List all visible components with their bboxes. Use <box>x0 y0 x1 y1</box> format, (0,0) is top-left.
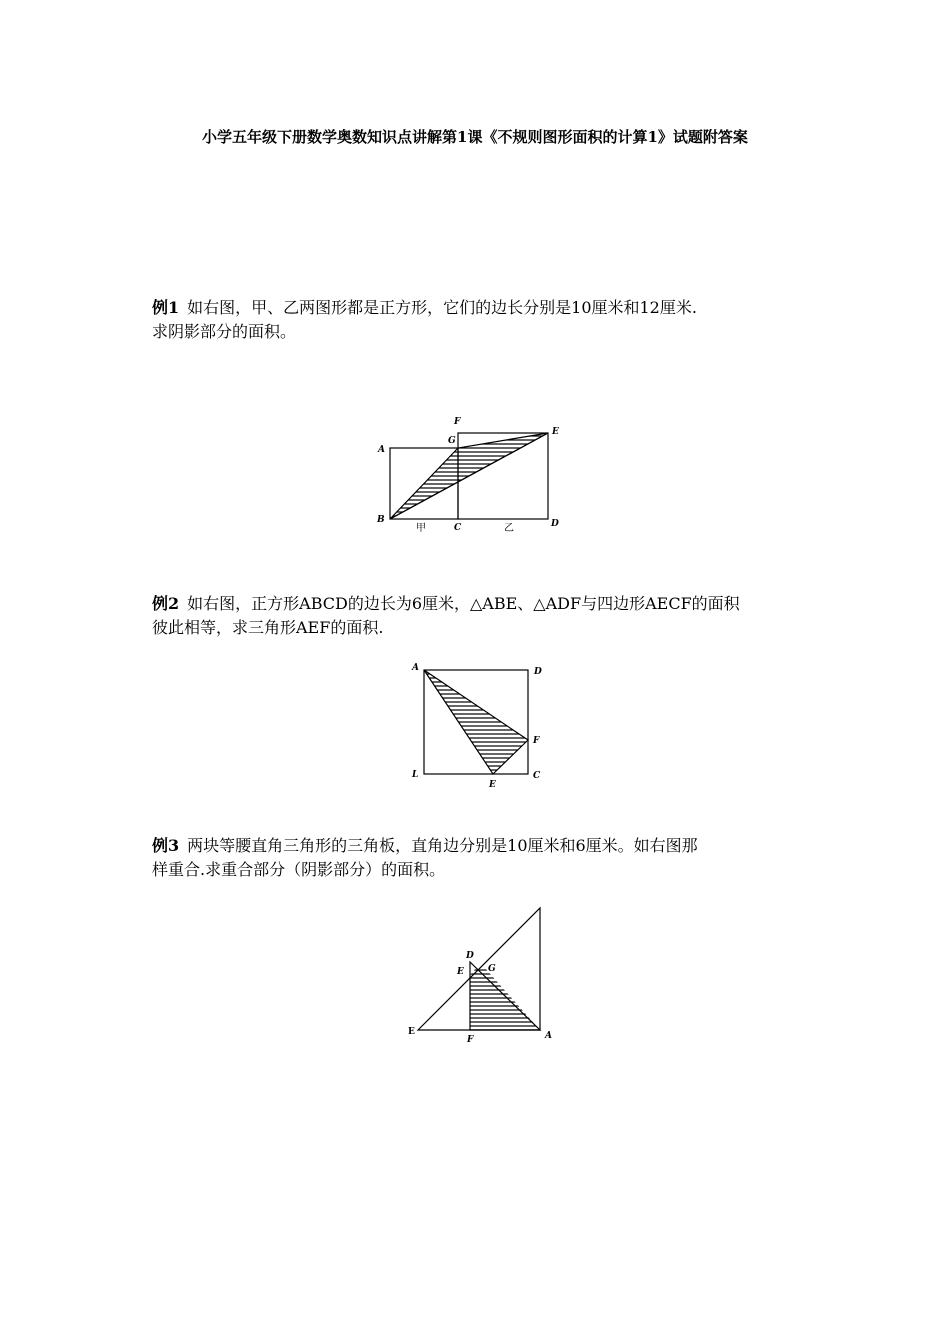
problem-3-line2: 样重合.求重合部分（阴影部分）的面积。 <box>152 860 446 879</box>
problem-3-figure <box>400 900 560 1050</box>
label-d: D <box>466 951 474 961</box>
problem-2-line1: 如右图，正方形ABCD的边长为6厘米，△ABE、△ADF与四边形AECF的面积 <box>187 594 740 613</box>
problem-3-label: 例3 <box>152 836 180 855</box>
label-g: G <box>448 436 456 446</box>
problem-2-text <box>152 592 812 640</box>
problem-3-line1: 两块等腰直角三角形的三角板，直角边分别是10厘米和6厘米。如右图那 <box>187 836 698 855</box>
label-g: G <box>488 964 496 974</box>
label-e-lower: E <box>408 1027 415 1037</box>
problem-1-text <box>152 296 812 344</box>
label-f: F <box>454 417 461 427</box>
label-d: D <box>534 667 542 677</box>
problem-2-figure <box>400 656 560 796</box>
label-a: A <box>378 445 385 455</box>
problem-1-line1: 如右图，甲、乙两图形都是正方形，它们的边长分别是10厘米和12厘米. <box>187 298 697 317</box>
problem-1-line2: 求阴影部分的面积。 <box>152 322 297 341</box>
label-jia: 甲 <box>416 523 426 534</box>
problem-1-label: 例1 <box>152 298 180 317</box>
label-yi: 乙 <box>504 523 514 534</box>
problem-2-label: 例2 <box>152 594 180 613</box>
label-e: E <box>489 780 496 790</box>
problem-2-line2: 彼此相等，求三角形AEF的面积. <box>152 618 384 637</box>
label-c: C <box>454 523 462 533</box>
label-a: A <box>412 663 419 673</box>
problem-3-text <box>152 834 812 882</box>
label-f: F <box>467 1035 474 1045</box>
shaded-triangle-aef <box>424 670 528 774</box>
label-d: D <box>551 519 559 529</box>
label-b: B <box>377 515 385 525</box>
label-c: C <box>533 771 541 781</box>
problem-1-figure <box>370 410 570 540</box>
label-a: A <box>545 1031 552 1041</box>
label-b: L <box>412 770 419 780</box>
label-e-upper: E <box>457 967 464 977</box>
page-title: 小学五年级下册数学奥数知识点讲解第1课《不规则图形面积的计算1》试题附答案 <box>202 128 748 146</box>
label-e: E <box>552 427 559 437</box>
label-f: F <box>533 736 540 746</box>
